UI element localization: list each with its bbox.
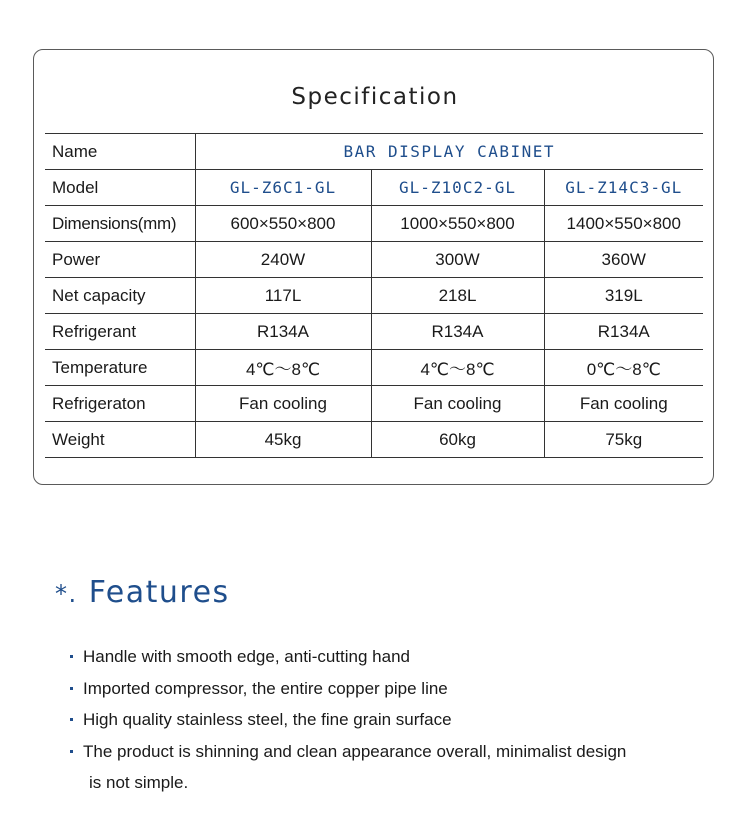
table-cell: Fan cooling [371,386,544,422]
feature-text: Handle with smooth edge, anti-cutting hand [83,647,410,666]
list-item [70,673,710,705]
table-row-refrigeration [45,386,703,422]
row-label: Weight [45,422,195,458]
row-label: Dimensions(mm) [45,206,195,242]
table-cell: R134A [371,314,544,350]
model-value: GL-Z14C3-GL [544,170,703,206]
list-item-continuation [70,767,710,799]
bullet-icon [70,687,73,690]
table-cell: 4℃～8℃ [195,350,371,386]
table-cell: 360W [544,242,703,278]
list-item [70,704,710,736]
table-cell: 75kg [544,422,703,458]
spec-table [45,133,703,458]
row-label: Name [45,134,195,170]
feature-text: is not simple. [89,773,189,792]
row-label: Temperature [45,350,195,386]
table-row-temperature [45,350,703,386]
features-title: Features [88,575,230,610]
product-name-value: BAR DISPLAY CABINET [195,134,703,170]
table-cell: 0℃～8℃ [544,350,703,386]
table-cell: 240W [195,242,371,278]
table-cell: 300W [371,242,544,278]
feature-text: Imported compressor, the entire copper pipe line [83,678,448,698]
list-item [70,736,710,768]
table-cell: 45kg [195,422,371,458]
row-label: Model [45,170,195,206]
table-row-power [45,242,703,278]
table-cell: 117L [195,278,371,314]
table-cell: Fan cooling [544,386,703,422]
model-value: GL-Z6C1-GL [195,170,371,206]
table-row-model [45,170,703,206]
row-label: Power [45,242,195,278]
table-cell: R134A [544,314,703,350]
features-heading [55,575,230,610]
bullet-icon [70,718,73,721]
table-cell: 600×550×800 [195,206,371,242]
table-cell: Fan cooling [195,386,371,422]
table-cell: 60kg [371,422,544,458]
table-row-weight [45,422,703,458]
table-row-name [45,134,703,170]
table-cell: R134A [195,314,371,350]
row-label: Refrigeraton [45,386,195,422]
features-prefix: *. [55,580,78,608]
spec-title: Specification [291,84,459,110]
model-value: GL-Z10C2-GL [371,170,544,206]
table-cell: 1400×550×800 [544,206,703,242]
list-item [70,641,710,673]
table-cell: 319L [544,278,703,314]
bullet-icon [70,655,73,658]
table-cell: 218L [371,278,544,314]
features-list [70,641,710,799]
table-row-capacity [45,278,703,314]
feature-text: The product is shinning and clean appearance overall, minimalist design [83,741,627,761]
row-label: Refrigerant [45,314,195,350]
table-row-dimensions [45,206,703,242]
bullet-icon [70,750,73,753]
table-cell: 4℃～8℃ [371,350,544,386]
feature-text: High quality stainless steel, the fine grain surface [83,710,452,729]
table-row-refrigerant [45,314,703,350]
row-label: Net capacity [45,278,195,314]
table-cell: 1000×550×800 [371,206,544,242]
